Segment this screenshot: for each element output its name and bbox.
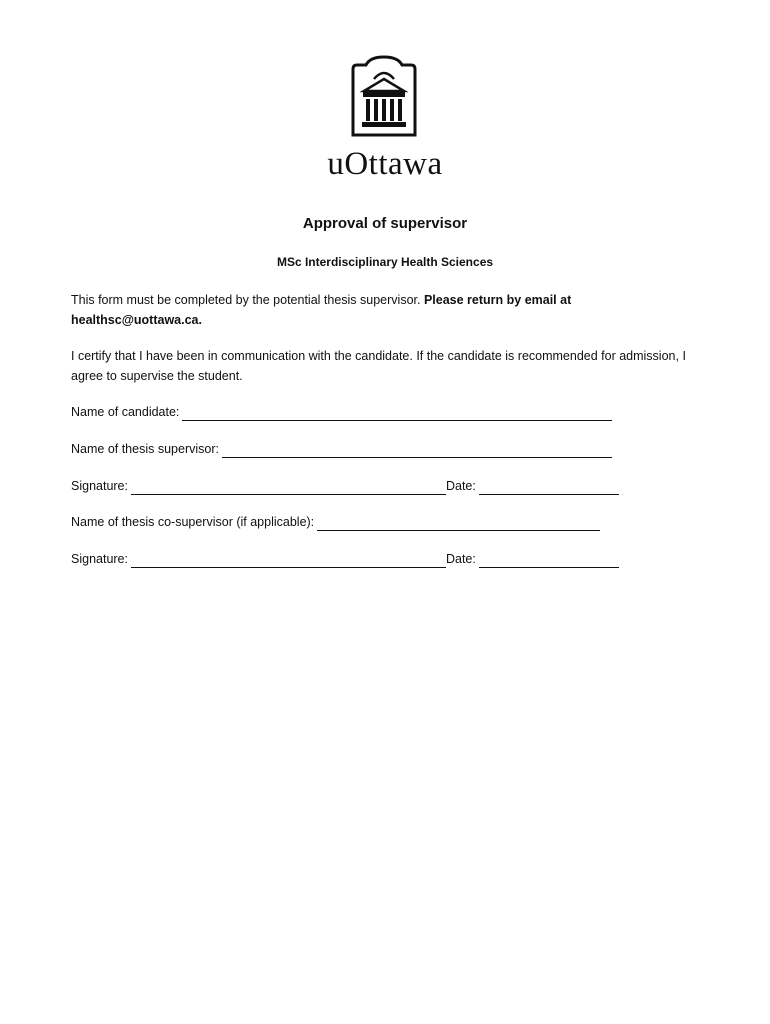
form-title: Approval of supervisor [302,215,468,232]
candidate-name-line[interactable] [182,406,612,421]
supervisor-name-line[interactable] [222,443,612,458]
supervisor-signature-line[interactable] [131,480,446,495]
instructions-text: This form must be completed by the potential thesis supervisor. [71,293,424,307]
instructions-paragraph [71,290,701,330]
date-label: Date: [445,479,476,493]
date-label: Date: [445,552,476,566]
supervisor-name-field[interactable] [71,440,612,458]
return-email-text: Please return by email at healthsc@uottawa.ca. [71,293,572,327]
uottawa-building-icon [350,55,418,137]
cosupervisor-name-label: Name of thesis co-supervisor (if applicable): [71,515,315,529]
signature-label: Signature: [71,479,128,493]
signature-label: Signature: [71,552,128,566]
uottawa-wordmark: uOttawa [327,146,443,182]
cosupervisor-name-line[interactable] [317,516,600,531]
supervisor-name-label: Name of thesis supervisor: [71,442,219,456]
cosupervisor-signature-line[interactable] [131,553,446,568]
candidate-name-label: Name of candidate: [71,405,180,419]
cosupervisor-signature-field[interactable] [71,550,619,568]
candidate-name-field[interactable] [71,403,612,421]
cosupervisor-date-line[interactable] [479,553,619,568]
program-subtitle: MSc Interdisciplinary Health Sciences [276,255,494,269]
supervisor-signature-field[interactable] [71,477,619,495]
certification-paragraph: I certify that I have been in communication with the candidate. If the candidate is recommended for admission, I agree to supervise the student. [71,349,686,383]
cosupervisor-name-field[interactable] [71,513,600,531]
supervisor-date-line[interactable] [479,480,619,495]
